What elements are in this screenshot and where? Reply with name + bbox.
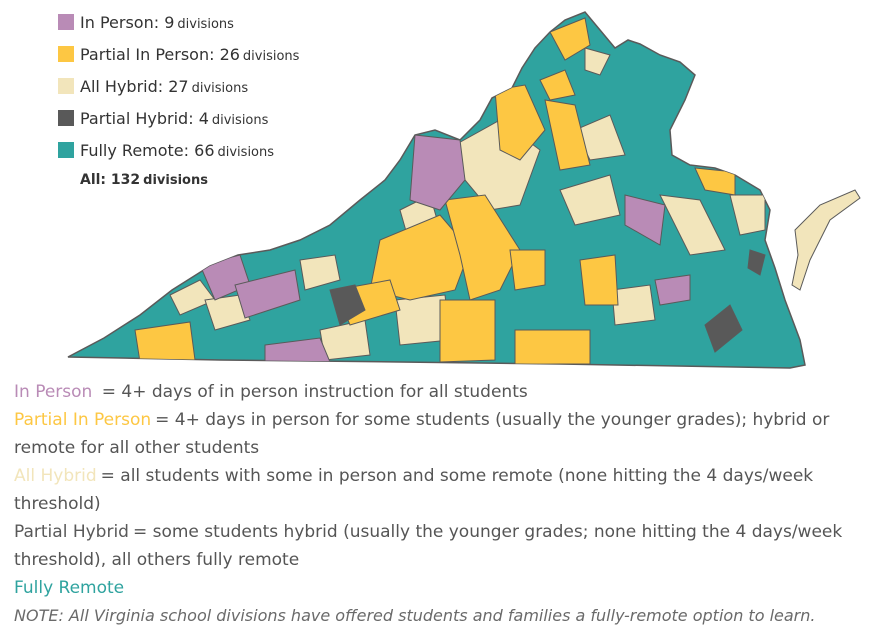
legend-count: 4: [198, 108, 209, 128]
definitions: [14, 378, 884, 630]
division: [655, 275, 690, 305]
legend-item-fully-remote: [58, 134, 299, 166]
definition-in-person: [14, 378, 884, 406]
legend-item-partial-in-person: [58, 38, 299, 70]
term-fully-remote: Fully Remote: [14, 578, 125, 598]
division: [515, 330, 590, 364]
legend-count: 9: [164, 12, 175, 32]
legend-swatch: [58, 14, 74, 30]
legend-swatch: [58, 142, 74, 158]
definition-partial-hybrid: [14, 518, 884, 574]
legend-swatch: [58, 46, 74, 62]
term-partial-hybrid: Partial Hybrid: [14, 522, 129, 542]
legend-label: All Hybrid:: [80, 76, 164, 96]
legend-count: 26: [219, 44, 240, 64]
definition-partial-in-person: [14, 406, 884, 462]
legend-item-partial-hybrid: [58, 102, 299, 134]
legend-item-in-person: [58, 6, 299, 38]
legend-unit: divisions: [217, 144, 275, 160]
legend-unit: divisions: [177, 16, 234, 32]
legend-unit: divisions: [242, 48, 300, 64]
division: [440, 300, 495, 362]
legend-swatch: [58, 78, 74, 94]
definition-text: = all students with some in person and some remote (none hitting the 4 days/week threshold): [14, 466, 814, 514]
legend: [58, 6, 299, 194]
legend-count: 66: [194, 140, 215, 160]
definition-text: = 4+ days in person for some students (usually the younger grades); hybrid or remote for all other students: [14, 410, 830, 458]
legend-label: Partial In Person:: [80, 44, 215, 64]
division: [510, 250, 545, 290]
legend-label: Partial Hybrid:: [80, 108, 194, 128]
term-partial-in-person: Partial In Person: [14, 410, 152, 430]
eastern-shore: [792, 190, 860, 290]
legend-total-count: 132: [110, 172, 141, 188]
division: [580, 255, 618, 305]
legend-unit: divisions: [191, 80, 249, 96]
term-all-hybrid: All Hybrid: [14, 466, 97, 486]
definition-all-hybrid: [14, 462, 884, 518]
legend-total-label: All:: [80, 172, 107, 188]
definition-fully-remote: [14, 574, 884, 602]
legend-total: [80, 166, 299, 194]
definition-text: = some students hybrid (usually the younger grades; none hitting the 4 days/week threshold), all others fully remote: [14, 522, 843, 570]
legend-unit: divisions: [211, 112, 269, 128]
term-in-person: In Person: [14, 382, 93, 402]
legend-total-unit: divisions: [143, 172, 208, 188]
legend-label: Fully Remote:: [80, 140, 190, 160]
legend-swatch: [58, 110, 74, 126]
legend-item-all-hybrid: [58, 70, 299, 102]
footnote: NOTE: All Virginia school divisions have offered students and families a fully-remote option to learn.: [14, 606, 816, 625]
legend-count: 27: [168, 76, 189, 96]
legend-label: In Person:: [80, 12, 160, 32]
definition-text: = 4+ days of in person instruction for all students: [96, 382, 528, 402]
